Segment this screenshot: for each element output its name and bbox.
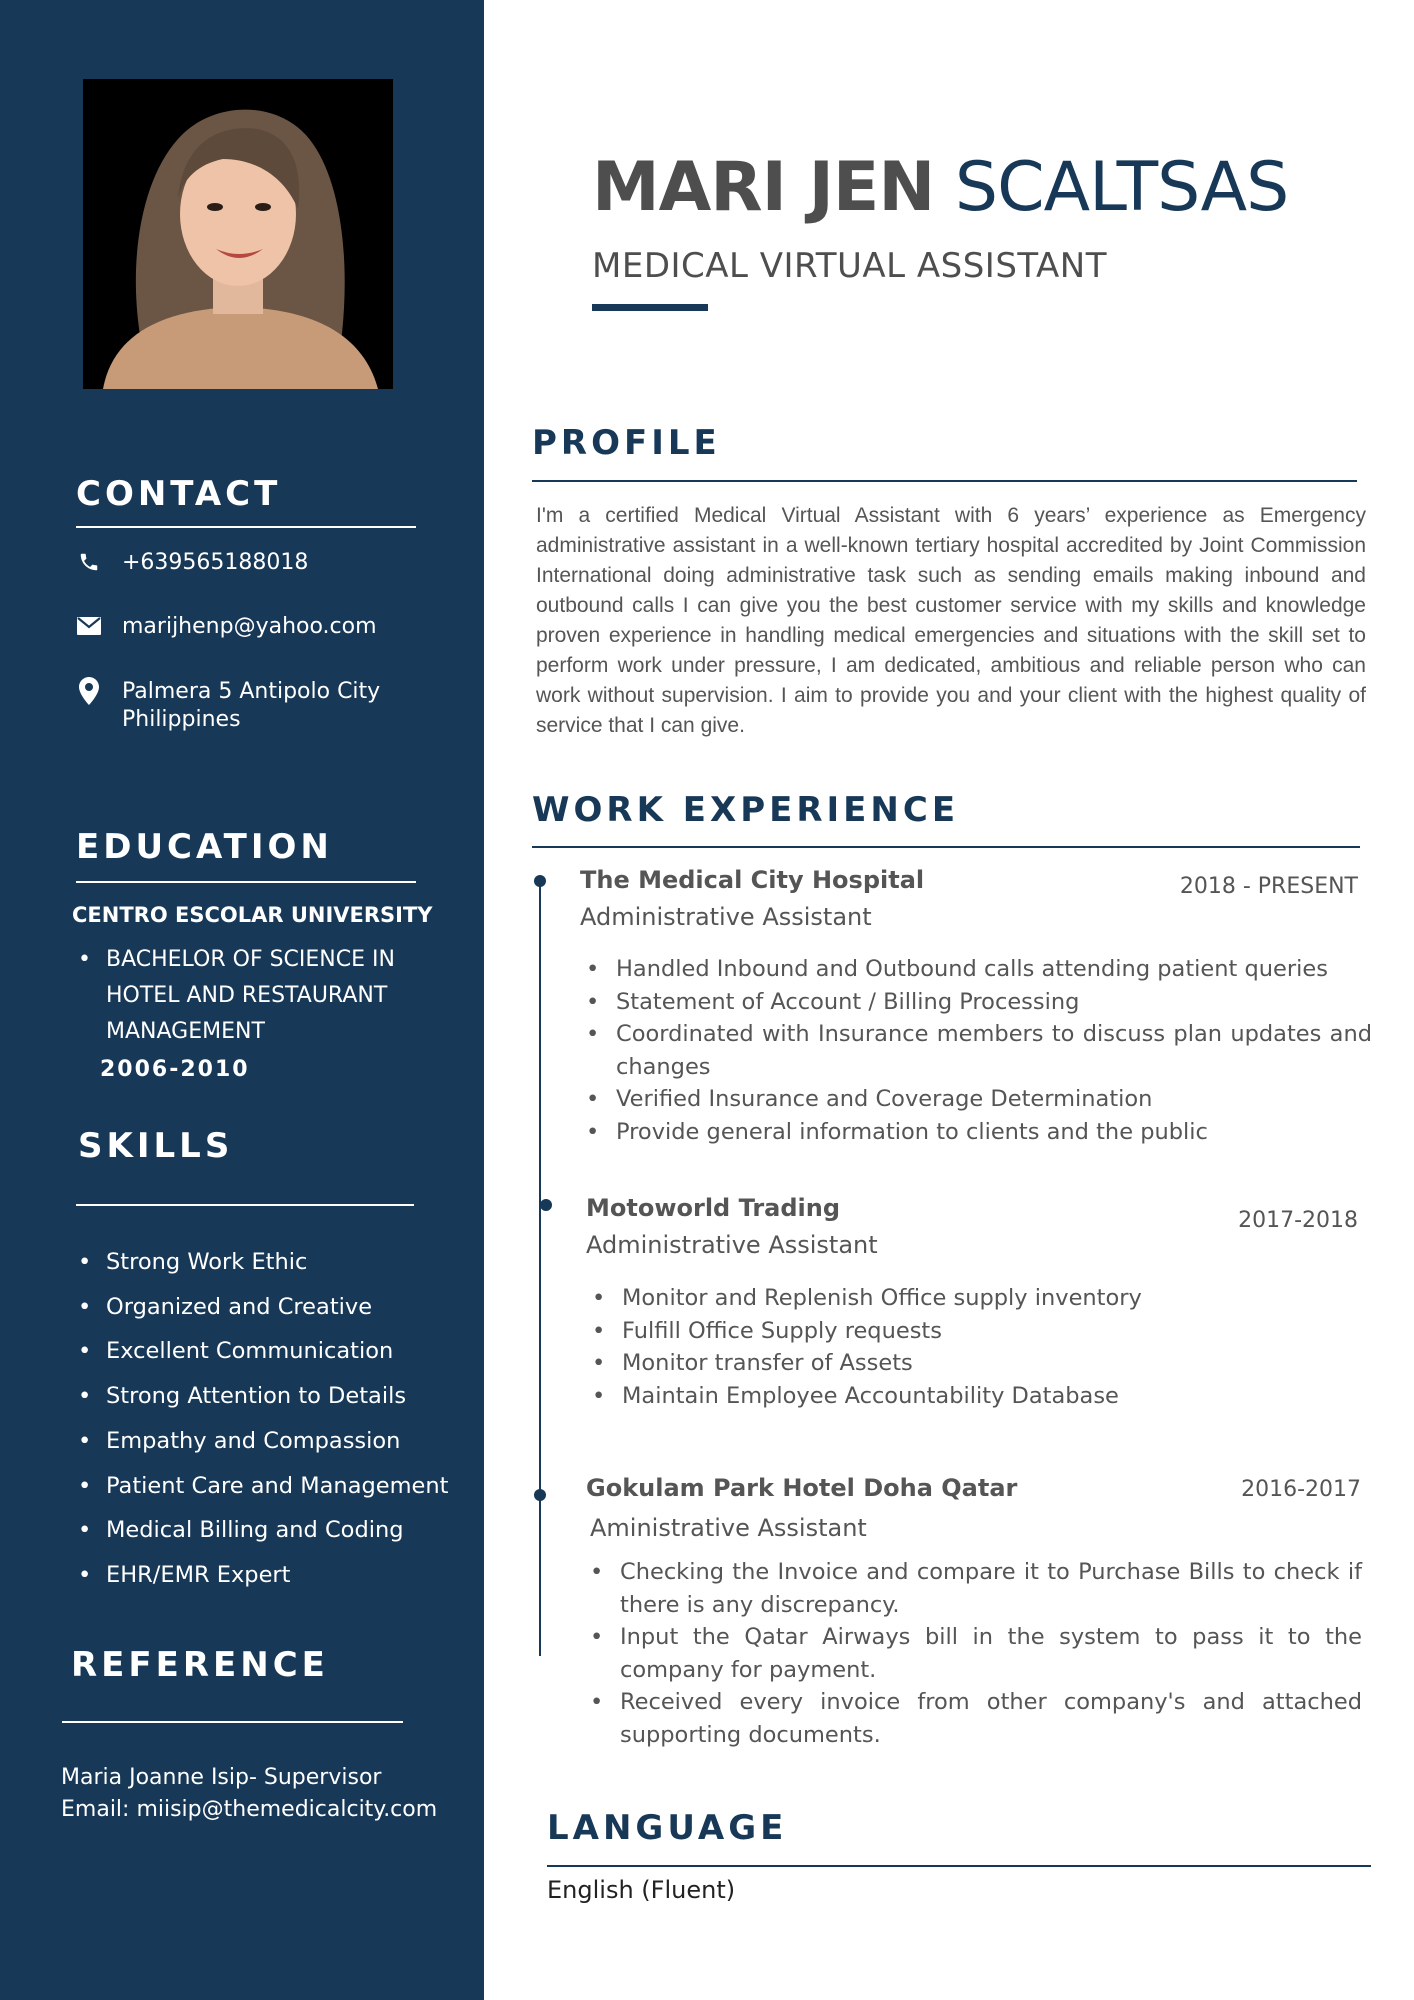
education-heading: EDUCATION [76,827,333,867]
education-school: CENTRO ESCOLAR UNIVERSITY [72,903,433,927]
title-accent-bar [592,304,708,311]
education-list [74,942,434,1050]
location-pin-icon [76,678,102,704]
education-years: 2006-2010 [100,1057,250,1082]
job-company: The Medical City Hospital [580,866,925,894]
skill-item: • Strong Attention to Details [74,1374,448,1419]
address-line-1: Palmera 5 Antipolo City [122,679,381,704]
profile-heading: PROFILE [532,423,721,463]
reference-name: Maria Joanne Isip- Supervisor [61,1765,382,1790]
job-duties [584,1556,1362,1751]
job-duties [586,1282,1366,1412]
timeline-dot [534,875,546,887]
email-icon [76,613,102,639]
contact-phone [76,549,308,577]
job-dates: 2016-2017 [1241,1477,1361,1502]
profile-text: I'm a certified Medical Virtual Assistant with 6 years’ experience as Emergency administrative assistant in a well-known tertiary hospital accredited by Joint Commission International doing administrative task such as sending emails making inbound and outbound calls I can give you the best customer service with my skills and knowledge proven experience in handling medical emergencies and situations with the skill set to perform work under pressure, I am dedicated, ambitious and reliable person who can work without supervision. I aim to provide you and your client with the highest quality of service that I can give. [536,504,1366,737]
job-role: Aministrative Assistant [590,1514,867,1542]
duty-item: • Statement of Account / Billing Processing [580,986,1372,1019]
job-duties [580,953,1372,1148]
education-degree: • BACHELOR OF SCIENCE IN HOTEL AND RESTAURANT MANAGEMENT [74,942,434,1050]
skills-heading: SKILLS [78,1126,234,1166]
first-name: MARI JEN [592,148,935,227]
reference-heading: REFERENCE [71,1645,329,1685]
duty-item: • Coordinated with Insurance members to discuss plan updates and changes [580,1018,1372,1083]
duty-item: • Verified Insurance and Coverage Determination [580,1083,1372,1116]
skills-list [74,1240,448,1598]
language-value: English (Fluent) [547,1876,736,1904]
reference-divider [62,1721,403,1723]
timeline-dot [534,1489,546,1501]
job-company: Motoworld Trading [586,1194,841,1222]
contact-divider [76,526,416,528]
language-divider [547,1865,1371,1867]
job-company: Gokulam Park Hotel Doha Qatar [586,1474,1018,1502]
reference-text [61,1762,437,1826]
full-name [592,148,1288,227]
phone-icon [76,549,102,575]
job-dates: 2017-2018 [1238,1208,1358,1233]
profile-photo [83,79,393,389]
duty-item: • Fulfill Office Supply requests [586,1315,1366,1348]
skill-item: • Excellent Communication [74,1329,448,1374]
duty-item: • Provide general information to clients and the public [580,1116,1372,1149]
skills-divider [76,1204,414,1206]
duty-item: • Monitor and Replenish Office supply inventory [586,1282,1366,1315]
duty-item: • Checking the Invoice and compare it to Purchase Bills to check if there is any discrepancy. [584,1556,1362,1621]
job-title: MEDICAL VIRTUAL ASSISTANT [592,246,1107,286]
work-divider [532,846,1360,848]
job-role: Administrative Assistant [580,903,872,931]
job-dates: 2018 - PRESENT [1179,874,1358,899]
language-heading: LANGUAGE [547,1808,788,1848]
phone-number[interactable]: +639565188018 [122,550,309,575]
duty-item: • Handled Inbound and Outbound calls attending patient queries [580,953,1372,986]
job-role: Administrative Assistant [586,1231,878,1259]
duty-item: • Input the Qatar Airways bill in the system to pass it to the company for payment. [584,1621,1362,1686]
skill-item: • Medical Billing and Coding [74,1508,448,1553]
work-heading: WORK EXPERIENCE [532,790,960,830]
duty-item: • Monitor transfer of Assets [586,1347,1366,1380]
address-line-2: Philippines [122,707,241,732]
contact-address [76,678,380,734]
sidebar [0,0,484,2000]
skill-item: • Organized and Creative [74,1285,448,1330]
work-timeline [539,878,541,1656]
skill-item: • Strong Work Ethic [74,1240,448,1285]
education-divider [76,881,416,883]
email-address[interactable]: marijhenp@yahoo.com [122,614,377,639]
timeline-dot [540,1199,552,1211]
reference-email[interactable]: Email: miisip@themedicalcity.com [61,1797,438,1822]
profile-divider [532,480,1357,482]
skill-item: • Patient Care and Management [74,1464,448,1509]
skill-item: • EHR/EMR Expert [74,1553,448,1598]
contact-email [76,613,377,641]
duty-item: • Received every invoice from other company's and attached supporting documents. [584,1686,1362,1751]
contact-heading: CONTACT [76,474,282,514]
duty-item: • Maintain Employee Accountability Database [586,1380,1366,1413]
skill-item: • Empathy and Compassion [74,1419,448,1464]
last-name: SCALTSAS [954,148,1289,227]
